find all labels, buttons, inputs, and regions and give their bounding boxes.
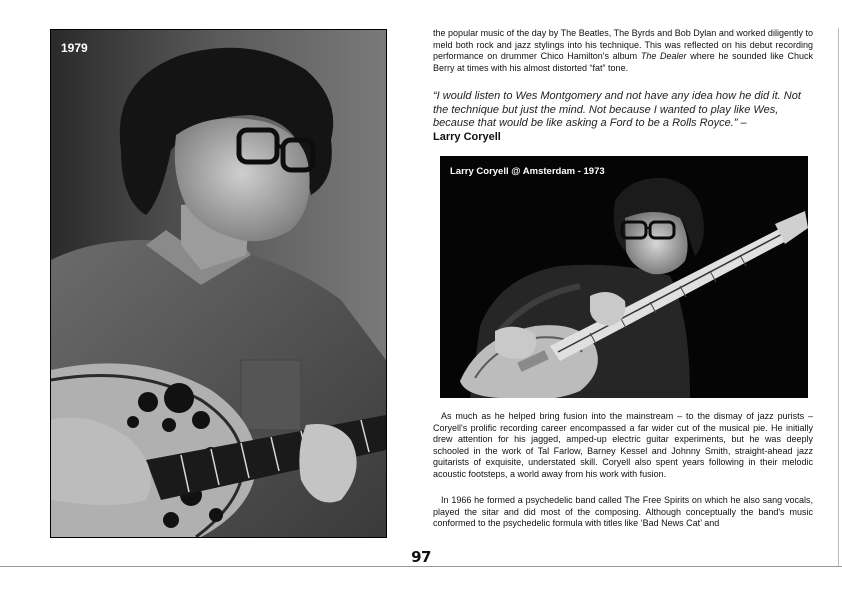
quote-author: Larry Coryell: [433, 130, 501, 143]
photo-caption-amsterdam: Larry Coryell @ Amsterdam - 1973: [450, 166, 605, 177]
photo-amsterdam-1973-image: [440, 156, 808, 398]
page-edge: [838, 28, 839, 566]
quote-text: “I would listen to Wes Montgomery and not have any idea how he did it. Not the technique but just the mind. Not because I wanted to play like Wes, because that would be like asking a Ford to be a Rolls Royce.” –: [433, 90, 801, 129]
pull-quote: [433, 90, 818, 144]
album-title: The Dealer: [640, 51, 687, 61]
photo-guitarist-1979-image: [51, 30, 386, 537]
body-paragraph-1: [433, 411, 813, 480]
body-paragraph-1-text: As much as he helped bring fusion into the mainstream – to the dismay of jazz purists – Coryell's prolific recording career encompassed a far wider cut of the musical pie. He initially drew attention for his jagged, amped-up electric guitar experiments, but he was deeply schooled in the work of Tal Farlow, Barney Kessel and Johnny Smith, straight-ahead jazz guitarists of exquisite, understated skill. Coryell also spent years following in their melodic acoustic footsteps, a world away from his work with fusion.: [433, 411, 813, 479]
intro-text-2: where he sounded like Chuck Berry at times with his almost distorted “fat” tone.: [433, 51, 813, 73]
intro-paragraph: [433, 28, 813, 74]
footer-rule: [0, 566, 842, 567]
intro-text-1: the popular music of the day by The Beatles, The Byrds and Bob Dylan and worked diligently to meld both rock and jazz stylings into his technique. This was reflected on his debut recording performance on drummer Chico Hamilton's album: [433, 28, 813, 61]
photo-amsterdam-1973: [440, 156, 808, 398]
body-paragraph-2: [433, 495, 813, 530]
photo-caption-year: 1979: [61, 41, 88, 55]
page-number: 97: [411, 548, 431, 566]
photo-guitarist-1979: [50, 29, 387, 538]
body-paragraph-2-text: In 1966 he formed a psychedelic band called The Free Spirits on which he also sang vocals, played the sitar and did most of the composing. Although conceptually the band's music conformed to the psychedelic formula with titles like ‘Bad News Cat’ and: [433, 495, 813, 528]
